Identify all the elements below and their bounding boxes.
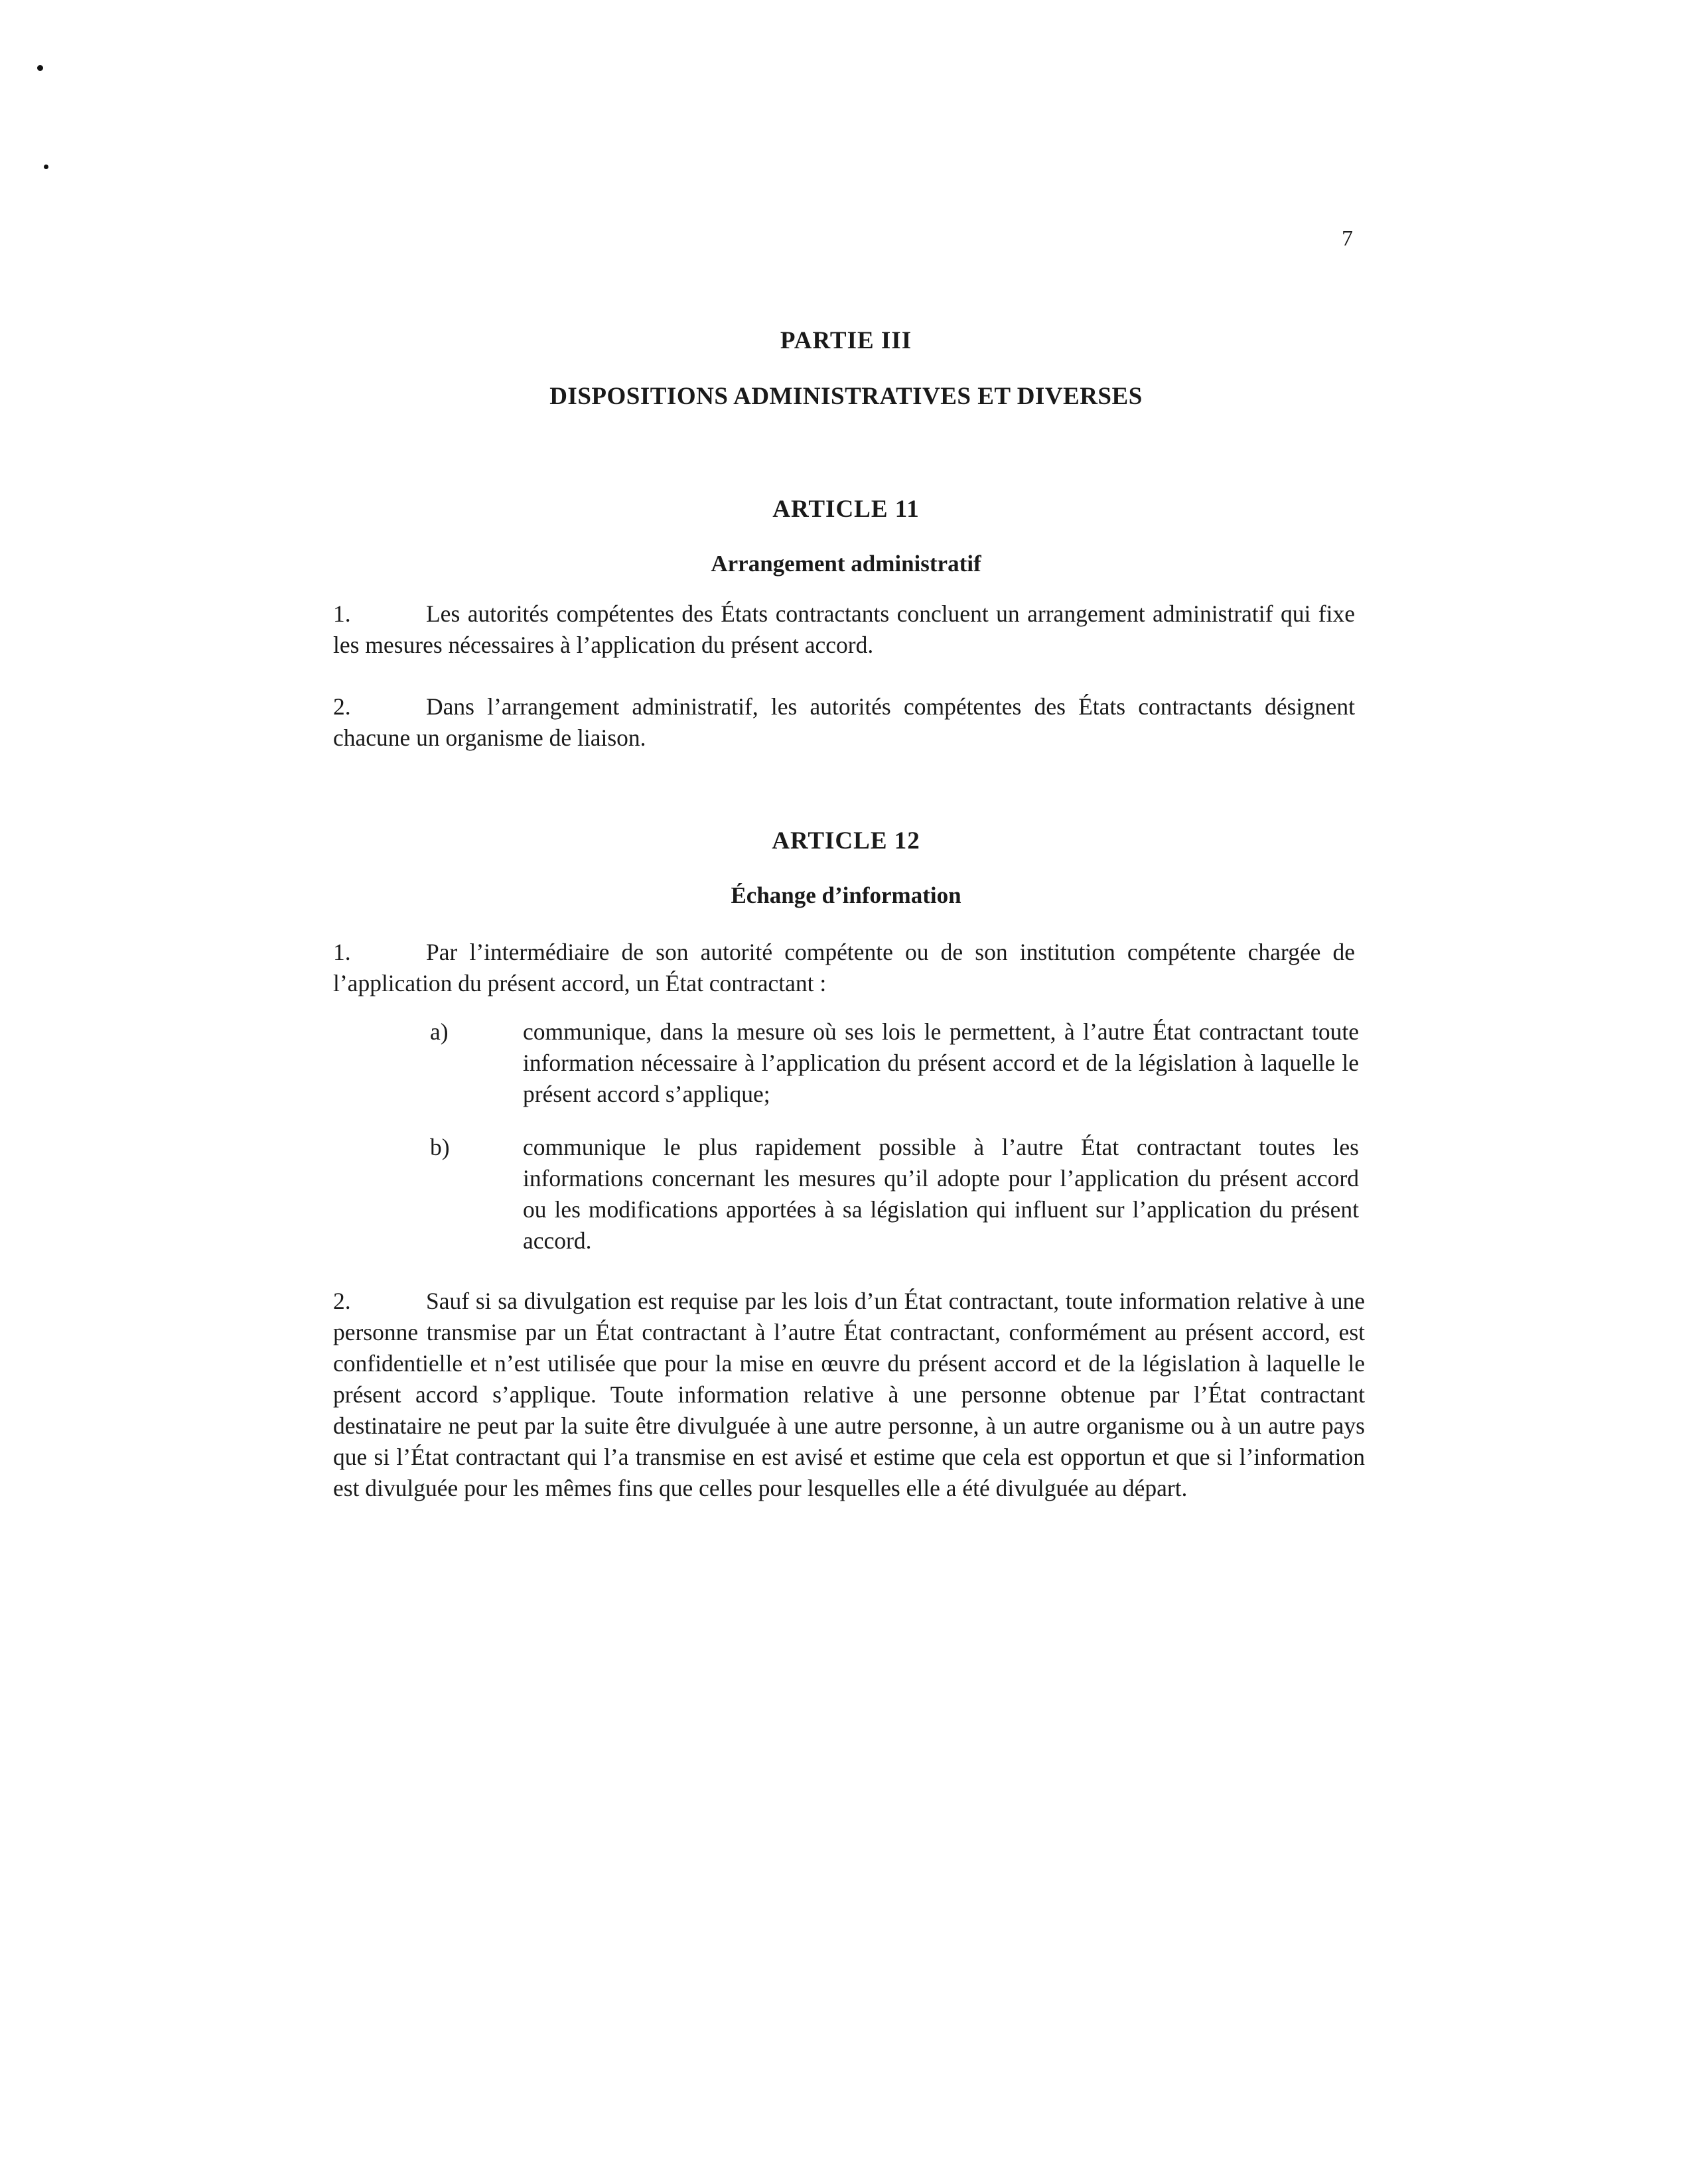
list-item-text: communique le plus rapidement possible à l’autre État contractant toutes les informations concernant les mesures qu’il adopte pour l’application du présent accord ou les modifications apportées à sa législation qui influent sur l’application du présent accord. xyxy=(523,1134,1359,1254)
paragraph-number: 2. xyxy=(333,693,351,720)
list-item-label: a) xyxy=(430,1018,449,1045)
paragraph-text: Les autorités compétentes des États contractants concluent un arrangement administratif qui fixe les mesures nécessaires à l’application du présent accord. xyxy=(333,600,1355,658)
article-11-paragraph-2 xyxy=(333,691,1355,754)
paragraph-text: Sauf si sa divulgation est requise par les lois d’un État contractant, toute information relative à une personne transmise par un État contractant à l’autre État contractant, conformément au présent accord, est confidentielle et n’est utilisée que pour la mise en œuvre du présent accord et de la législation à laquelle le présent accord s’applique. Toute information relative à une personne obtenue par l’État contractant destinataire ne peut par la suite être divulguée à une autre personne, à un autre organisme ou à un autre pays que si l’État contractant qui l’a transmise en est avisé et estime que cela est opportun et que si l’information est divulguée pour les mêmes fins que celles pour lesquelles elle a été divulguée au départ. xyxy=(333,1288,1365,1501)
article-12-paragraph-2 xyxy=(333,1286,1365,1504)
article-12-paragraph-1 xyxy=(333,937,1355,999)
paragraph-text: Dans l’arrangement administratif, les autorités compétentes des États contractants désignent chacune un organisme de liaison. xyxy=(333,693,1355,751)
article-12-title: ARTICLE 12 xyxy=(772,827,920,854)
article-11-subtitle: Arrangement administratif xyxy=(711,551,981,577)
scan-speck xyxy=(44,165,48,169)
part-subtitle: DISPOSITIONS ADMINISTRATIVES ET DIVERSES xyxy=(549,383,1143,410)
scan-speck xyxy=(37,65,43,71)
list-item-text: communique, dans la mesure où ses lois le permettent, à l’autre État contractant toute information nécessaire à l’application du présent accord et de la législation à laquelle le présent accord s’applique; xyxy=(523,1018,1359,1107)
article-11-paragraph-1 xyxy=(333,598,1355,661)
paragraph-number: 1. xyxy=(333,600,351,627)
list-item-label: b) xyxy=(430,1134,450,1160)
page-number: 7 xyxy=(1342,226,1353,251)
list-item-b xyxy=(430,1132,1359,1257)
paragraph-number: 1. xyxy=(333,939,351,965)
article-11-title: ARTICLE 11 xyxy=(772,496,920,523)
paragraph-text: Par l’intermédiaire de son autorité compétente ou de son institution compétente chargée de l’application du présent accord, un État contractant : xyxy=(333,939,1355,996)
list-item-a xyxy=(430,1016,1359,1110)
part-title: PARTIE III xyxy=(780,327,912,354)
paragraph-number: 2. xyxy=(333,1288,351,1314)
article-12-subtitle: Échange d’information xyxy=(731,882,961,908)
